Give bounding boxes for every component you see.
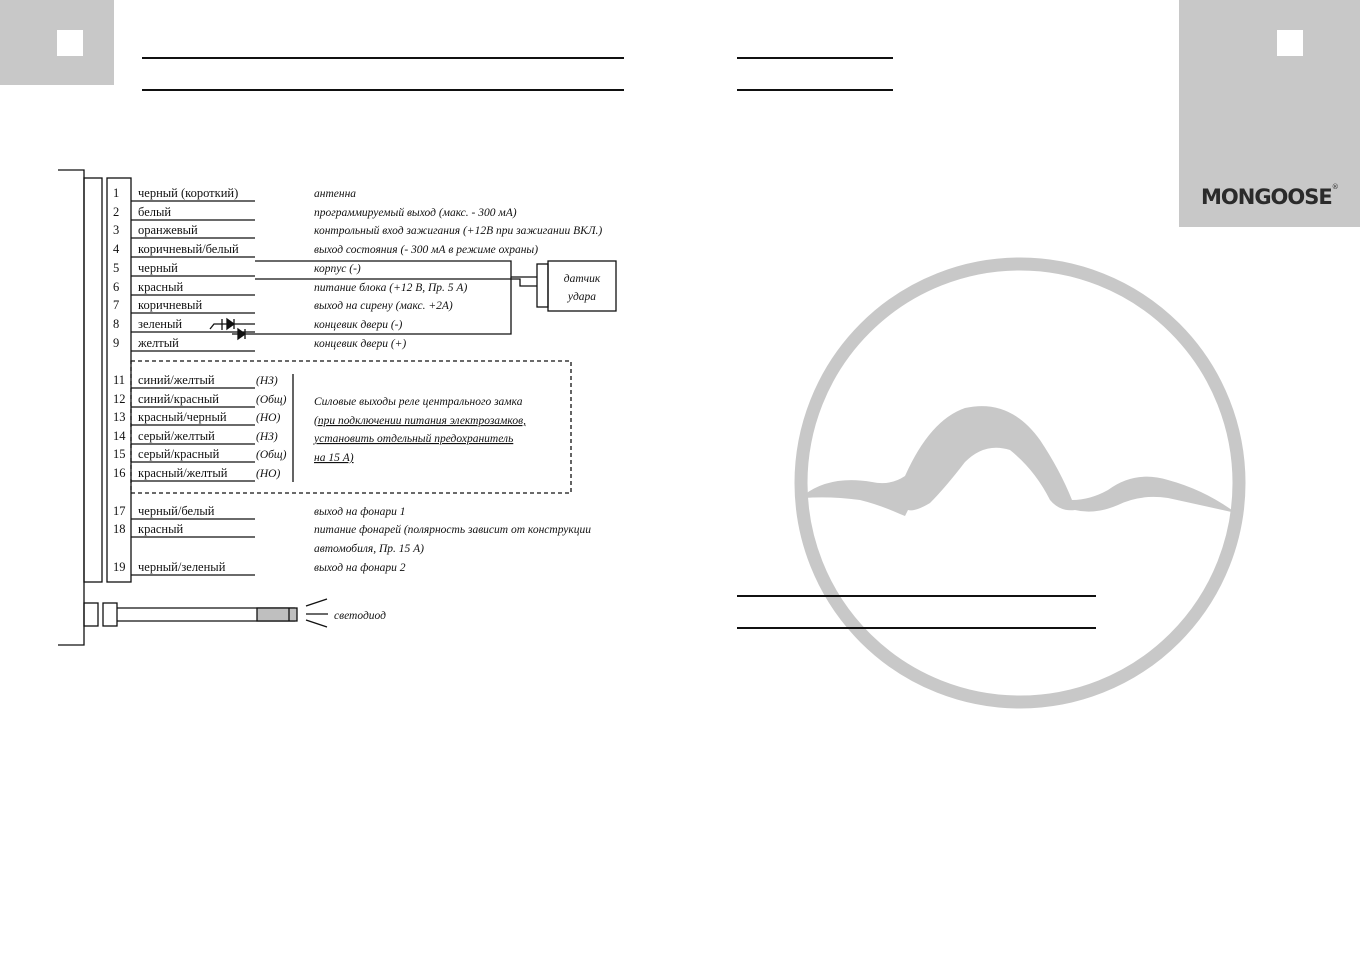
wire-number: 6 (113, 280, 120, 294)
wire-number: 4 (113, 242, 120, 256)
wire-number: 11 (113, 373, 126, 387)
wire-description: питание фонарей (полярность зависит от конструкции (314, 524, 592, 536)
wire-color: красный (138, 522, 184, 536)
led-head (257, 608, 297, 621)
led-connector (84, 603, 98, 626)
wire-description: концевик двери (-) (314, 319, 403, 331)
wire-description: выход на сирену (макс. +2А) (314, 300, 453, 312)
diode-9 (238, 329, 245, 339)
wire-description: выход состояния (- 300 мА в режиме охраны) (314, 244, 539, 256)
relay-contact-tag: (Общ) (256, 394, 287, 406)
wire-5-to-sensor (255, 261, 537, 277)
wire-description: программируемый выход (макс. - 300 мА) (314, 207, 517, 219)
connector-body (84, 178, 102, 582)
wire-color: синий/желтый (138, 373, 215, 387)
wire-number: 18 (113, 522, 126, 536)
wire-number: 1 (113, 186, 120, 200)
wire-color: оранжевый (138, 223, 198, 237)
wire-color: черный/зеленый (138, 560, 226, 574)
led-ray (306, 599, 327, 606)
main-unit-bracket (58, 170, 84, 645)
wire-8-jog (210, 324, 222, 329)
wire-number: 14 (113, 429, 126, 443)
wire-color: коричневый/белый (138, 242, 239, 256)
led-plug (103, 603, 117, 626)
wire-number: 9 (113, 336, 120, 350)
sensor-label-line2: удара (567, 291, 597, 303)
lock-note-line4: на 15 А) (314, 452, 354, 464)
brand-logo: MONGOOSE® (1201, 183, 1339, 209)
wire-number: 5 (113, 261, 120, 275)
wire-color: черный (138, 261, 178, 275)
relay-contact-tag: (НЗ) (256, 375, 278, 387)
wire-description: выход на фонари 2 (314, 562, 406, 574)
wire-number: 15 (113, 447, 126, 461)
wire-description: контрольный вход зажигания (+12В при зажигании ВКЛ.) (314, 225, 603, 237)
wire-description: выход на фонари 1 (314, 506, 406, 518)
wire-number: 17 (113, 504, 126, 518)
lock-note-line3: установить отдельный предохранитель (314, 433, 514, 445)
wire-color: белый (138, 205, 172, 219)
wire-color: черный/белый (138, 504, 215, 518)
wire-description: корпус (-) (314, 263, 361, 275)
wire-number: 8 (113, 317, 120, 331)
wire-number: 13 (113, 410, 126, 424)
wire-number: 3 (113, 223, 120, 237)
wire-color: красный (138, 280, 184, 294)
lock-note-line1: Силовые выходы реле центрального замка (314, 396, 523, 408)
wire-description: питание блока (+12 В, Пр. 5 А) (314, 282, 468, 294)
wire-color: желтый (138, 336, 179, 350)
wire-description: антенна (314, 188, 357, 200)
wire-number: 12 (113, 392, 126, 406)
wire-color: зеленый (138, 317, 183, 331)
led-ray (306, 620, 327, 627)
wire-color: красный/черный (138, 410, 227, 424)
wire-number: 16 (113, 466, 126, 480)
wire-color: серый/желтый (138, 429, 215, 443)
relay-contact-tag: (НЗ) (256, 431, 278, 443)
led-label: светодиод (334, 610, 386, 622)
relay-contact-tag: (НО) (256, 468, 281, 480)
wire-number: 19 (113, 560, 126, 574)
shock-sensor-box (548, 261, 616, 311)
sensor-label-line1: датчик (563, 273, 601, 285)
wire-color: коричневый (138, 298, 203, 312)
wire-number: 2 (113, 205, 120, 219)
wire-color: синий/красный (138, 392, 219, 406)
wire-description-cont: автомобиля, Пр. 15 А) (314, 543, 424, 555)
shock-sensor-plug (537, 264, 548, 307)
wire-number: 7 (113, 298, 120, 312)
relay-contact-tag: (НО) (256, 412, 281, 424)
wire-color: серый/красный (138, 447, 220, 461)
wire-color: красный/желтый (138, 466, 228, 480)
wire-description: концевик двери (+) (314, 338, 407, 350)
wire-color: черный (короткий) (138, 186, 239, 200)
diode-8 (227, 319, 234, 329)
lock-note-line2: (при подключении питания электрозамков, (314, 415, 526, 427)
relay-contact-tag: (Общ) (256, 449, 287, 461)
